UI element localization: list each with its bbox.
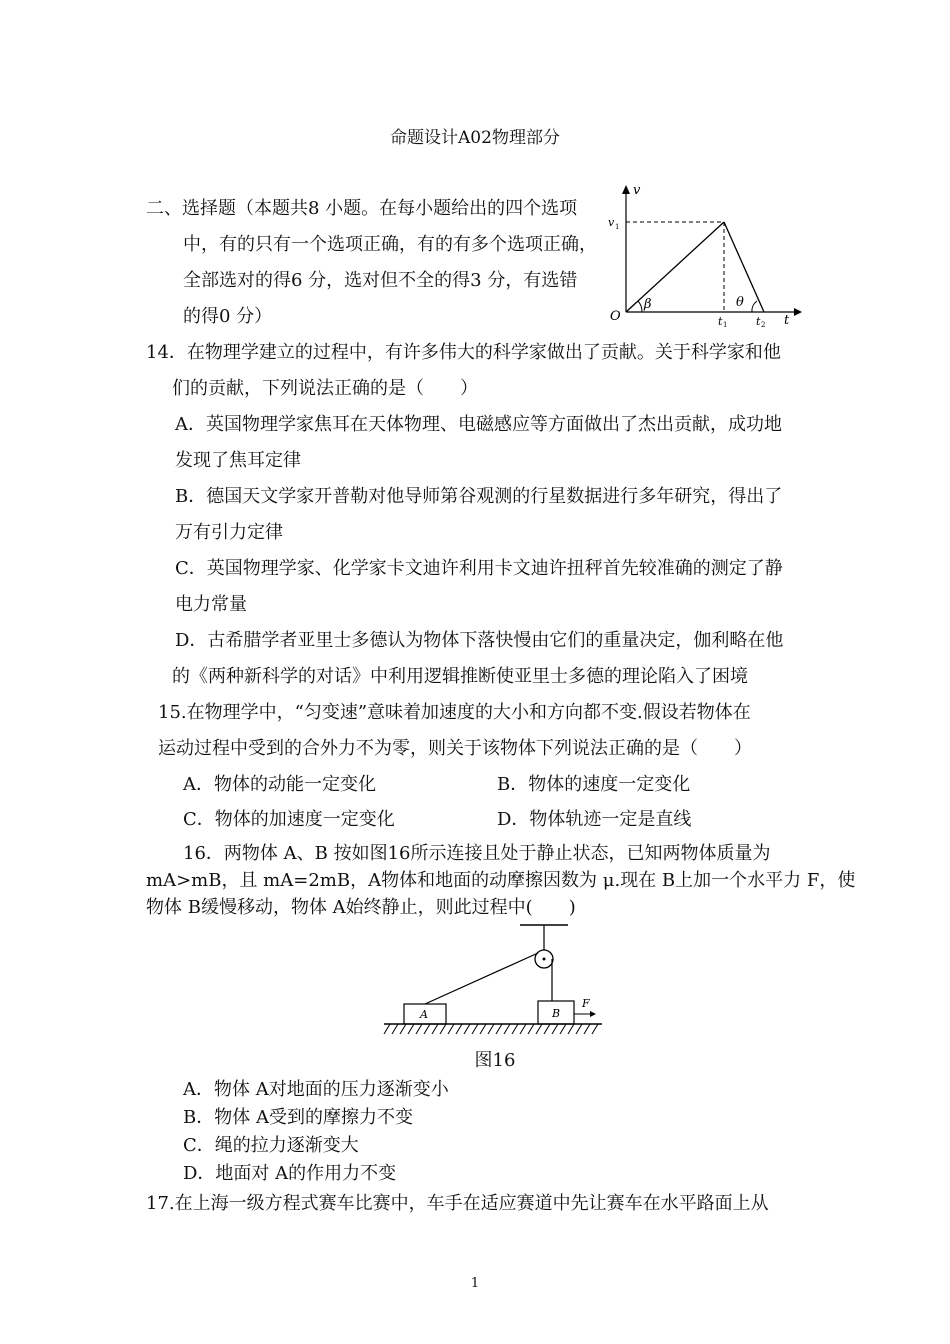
block-b-label: B bbox=[552, 1007, 561, 1020]
velocity-time-graph bbox=[606, 182, 802, 328]
q15-option-b: B．物体的速度一定变化 bbox=[497, 774, 691, 795]
section-line: 中，有的只有一个选项正确，有的有多个选项正确， bbox=[183, 234, 597, 255]
q16-stem: 16．两物体 A、B 按如图16所示连接且处于静止状态，已知两物体质量为 bbox=[183, 843, 771, 864]
ground-hatching bbox=[384, 1024, 598, 1034]
figure-16-pulley-diagram bbox=[380, 922, 610, 1044]
q14-option-c: C．英国物理学家、化学家卡文迪许利用卡文迪许扭秤首先较准确的测定了静 bbox=[175, 558, 783, 579]
q16-option-b: B．物体 A受到的摩擦力不变 bbox=[183, 1107, 413, 1128]
v1-subscript: 1 bbox=[615, 223, 620, 231]
page-number: 1 bbox=[470, 1276, 480, 1291]
q14-stem: 14．在物理学建立的过程中，有许多伟大的科学家做出了贡献。关于科学家和他 bbox=[146, 342, 781, 363]
q16-option-a: A．物体 A对地面的压力逐渐变小 bbox=[183, 1079, 449, 1100]
q14-stem-cont: 们的贡献，下列说法正确的是（ ） bbox=[172, 378, 478, 399]
t1-subscript: 1 bbox=[723, 321, 728, 328]
t-axis-label: t bbox=[784, 313, 790, 328]
q14-option-d: D．古希腊学者亚里士多德认为物体下落快慢由它们的重量决定，伽利略在他 bbox=[175, 630, 784, 651]
t2-label: t bbox=[756, 315, 761, 328]
q14-option-d-cont: 的《两种新科学的对话》中利用逻辑推断使亚里士多德的理论陷入了困境 bbox=[172, 666, 748, 687]
t1-label: t bbox=[718, 315, 723, 328]
q14-option-a: A．英国物理学家焦耳在天体物理、电磁感应等方面做出了杰出贡献，成功地 bbox=[175, 414, 782, 435]
t2-subscript: 2 bbox=[761, 321, 766, 328]
q14-option-b: B．德国天文学家开普勒对他导师第谷观测的行星数据进行多年研究，得出了 bbox=[175, 486, 783, 507]
q15-stem: 15.在物理学中，“匀变速”意味着加速度的大小和方向都不变.假设若物体在 bbox=[158, 702, 751, 723]
q15-option-c: C．物体的加速度一定变化 bbox=[183, 809, 395, 830]
section-line: 的得0 分） bbox=[183, 306, 273, 327]
q16-option-d: D．地面对 A的作用力不变 bbox=[183, 1163, 397, 1184]
graph-rising-line bbox=[626, 222, 724, 312]
q14-option-a-cont: 发现了焦耳定律 bbox=[175, 450, 301, 471]
q15-option-a: A．物体的动能一定变化 bbox=[183, 774, 376, 795]
v-axis-label: v bbox=[633, 183, 641, 198]
section-line: 全部选对的得6 分，选对但不全的得3 分，有选错 bbox=[183, 270, 578, 291]
beta-label: β bbox=[644, 297, 652, 312]
figure-16-caption: 图16 bbox=[474, 1050, 516, 1071]
page-title: 命题设计A02物理部分 bbox=[390, 128, 560, 148]
graph-falling-line bbox=[724, 222, 764, 312]
section-heading: 二、选择题（本题共8 小题。在每小题给出的四个选项 bbox=[146, 198, 578, 219]
q14-option-b-cont: 万有引力定律 bbox=[175, 522, 283, 543]
q15-option-d: D．物体轨迹一定是直线 bbox=[497, 809, 692, 830]
force-label: F bbox=[582, 997, 590, 1010]
block-a-label: A bbox=[420, 1008, 428, 1021]
q16-stem-cont: mA>mB，且 mA=2mB，A物体和地面的动摩擦因数为 μ.现在 B上加一个水平力 F，使 bbox=[146, 870, 856, 891]
theta-label: θ bbox=[736, 295, 744, 310]
q16-stem-cont: 物体 B缓慢移动，物体 A始终静止，则此过程中( ) bbox=[146, 897, 576, 918]
q14-option-c-cont: 电力常量 bbox=[175, 594, 247, 615]
origin-label: O bbox=[610, 309, 621, 324]
q17-stem: 17.在上海一级方程式赛车比赛中，车手在适应赛道中先让赛车在水平路面上从 bbox=[146, 1193, 769, 1214]
rope-to-a bbox=[425, 953, 538, 1004]
q15-stem-cont: 运动过程中受到的合外力不为零，则关于该物体下列说法正确的是（ ） bbox=[158, 738, 752, 759]
q16-option-c: C．绳的拉力逐渐变大 bbox=[183, 1135, 359, 1156]
v1-label: v bbox=[608, 216, 615, 229]
